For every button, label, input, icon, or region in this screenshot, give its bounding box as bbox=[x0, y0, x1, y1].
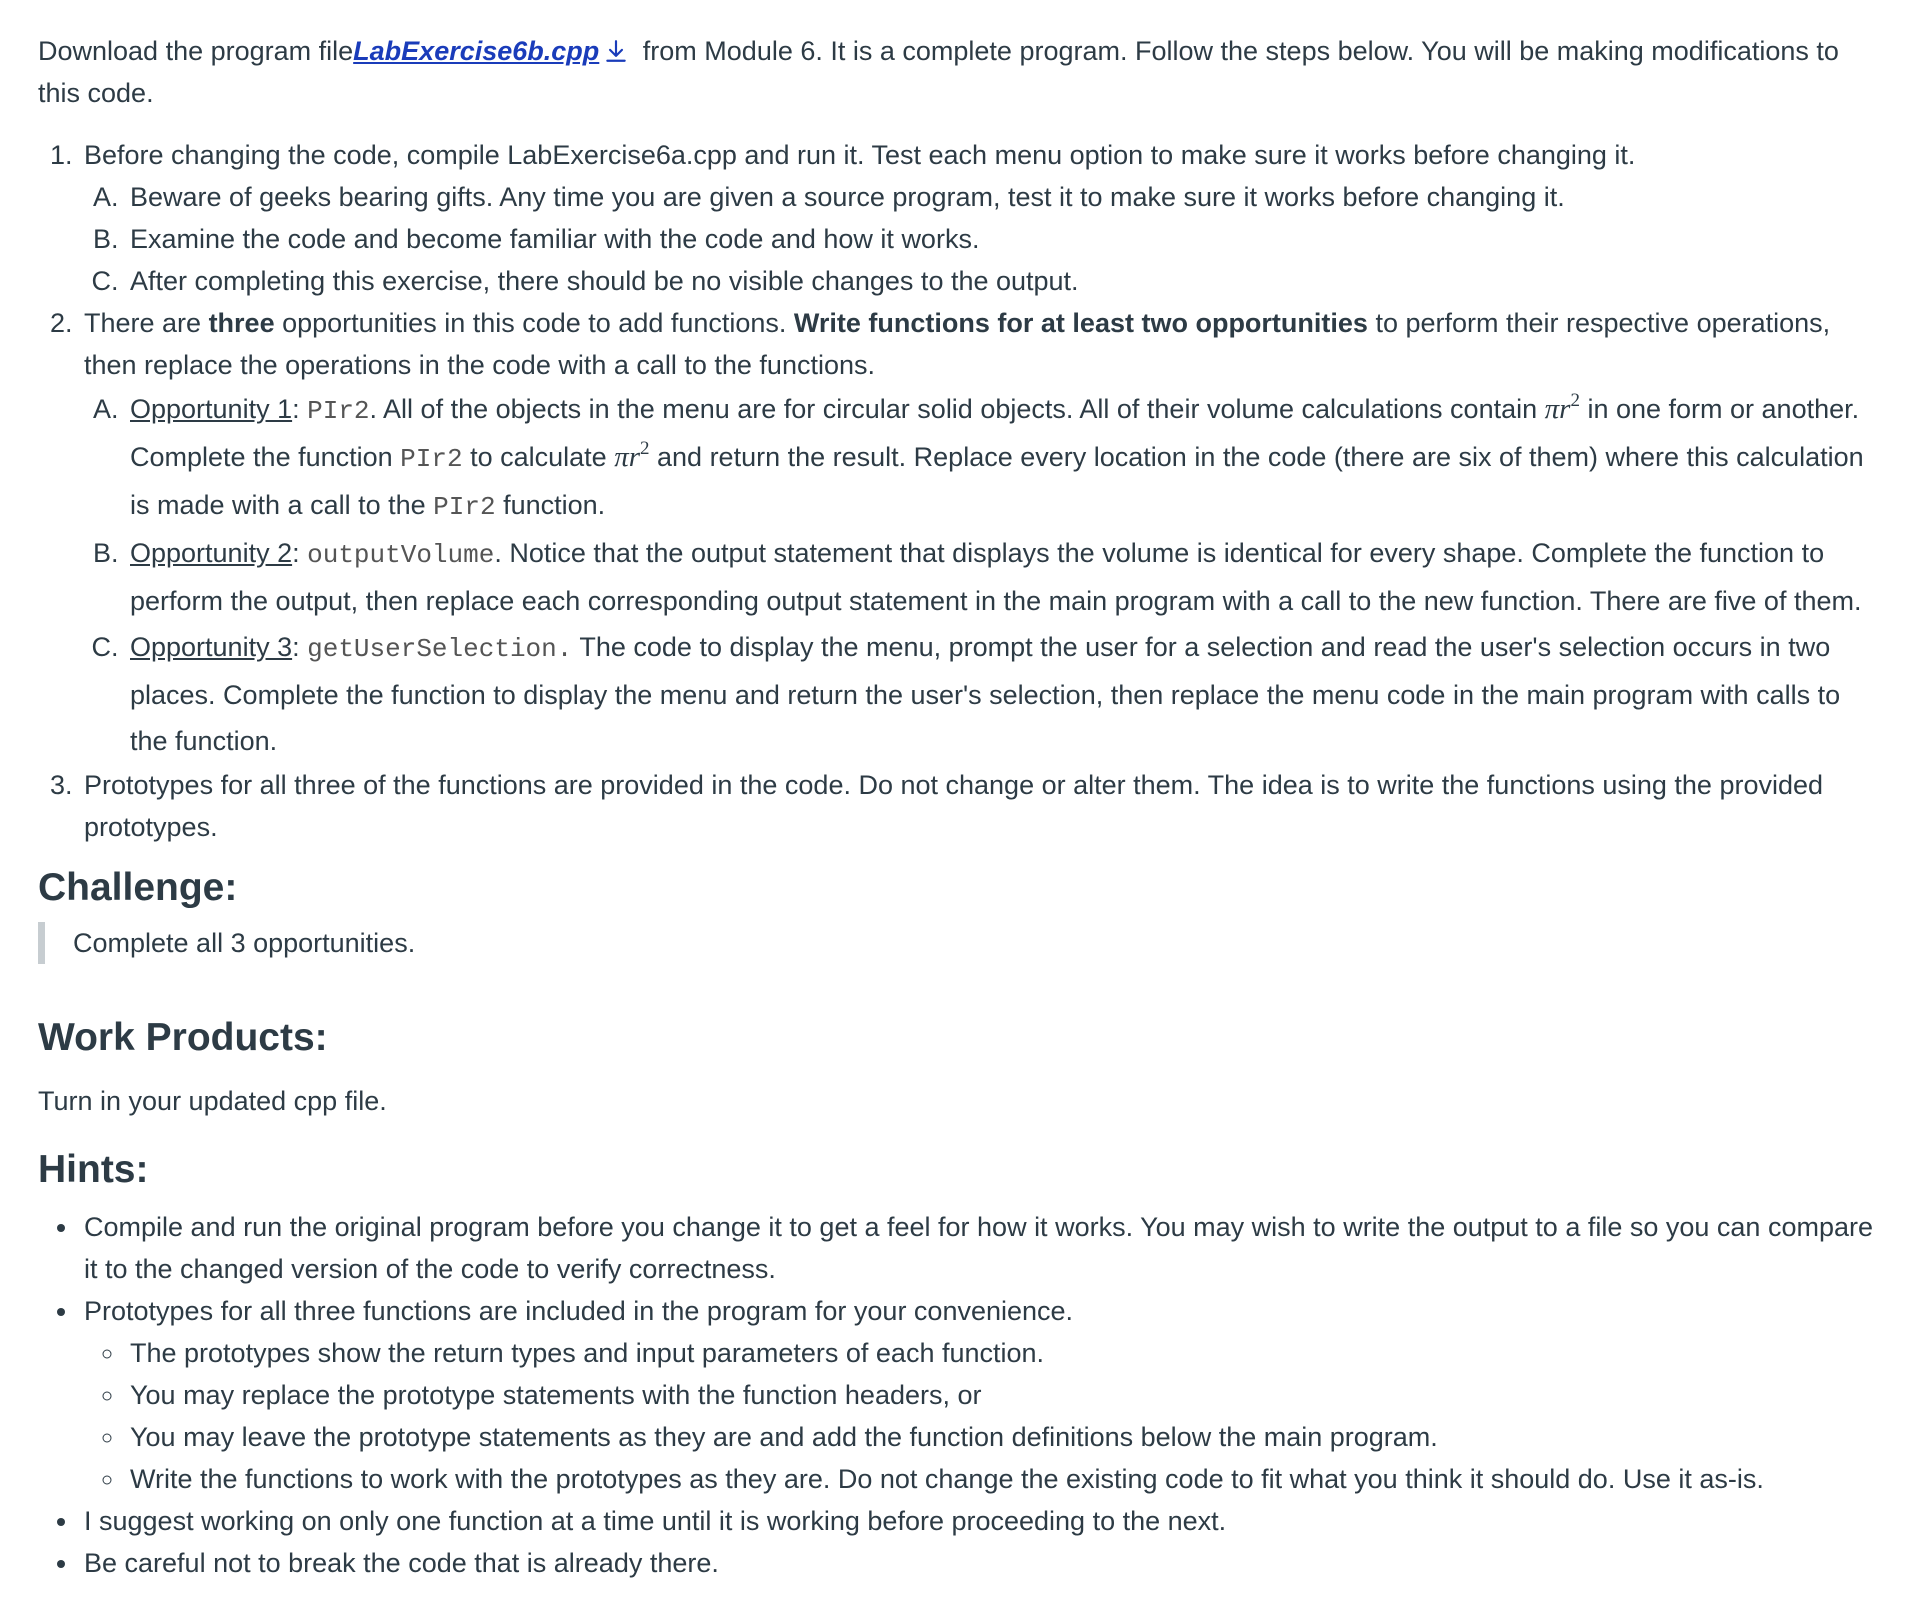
code-outputvolume: outputVolume bbox=[307, 540, 495, 570]
opportunity-3-text: The code to display the menu, prompt the user for a selection and read the user's selection occurs in two places. Complete the function to display the menu and return the user's selection, then replace the menu code in the main program with calls to the function. bbox=[130, 632, 1841, 756]
intro-pre: Download the program file bbox=[38, 36, 354, 66]
work-products-heading: Work Products: bbox=[38, 1016, 328, 1059]
opportunity-2 bbox=[126, 530, 1882, 624]
intro-paragraph bbox=[38, 30, 1882, 114]
colon: : bbox=[292, 538, 308, 568]
step-2 bbox=[80, 302, 1882, 764]
hints-list bbox=[38, 1206, 1882, 1584]
opportunity-2-text: . Notice that the output statement that displays the volume is identical for every shape. Complete the function to perform the output, then replace each corresponding output statement in the main program with a call to the new function. There are five of them. bbox=[130, 538, 1862, 616]
file-download-link[interactable]: LabExercise6b.cpp bbox=[353, 36, 600, 66]
hint-1: • Compile and run the original program before you change it to get a feel for how it works. You may wish to write the output to a file so you can compare it to the changed version of the code to verify correctness. bbox=[80, 1206, 1882, 1290]
opportunity-1-text: function. bbox=[495, 490, 606, 520]
math-exponent: 2 bbox=[640, 438, 650, 459]
step-1 bbox=[80, 134, 1882, 302]
code-pir2: PIr2 bbox=[400, 444, 463, 474]
step-2-bold-three: three bbox=[208, 308, 275, 338]
opportunity-3-label: Opportunity 3 bbox=[130, 632, 293, 662]
step-1-sublist bbox=[84, 176, 1882, 302]
intro-post: from Module 6. It is a complete program. Follow the steps below. You will be making modifications to this code. bbox=[38, 36, 1839, 108]
download-icon[interactable] bbox=[603, 38, 629, 64]
math-base: πr bbox=[1544, 393, 1571, 425]
opportunity-1-text: to calculate bbox=[462, 442, 615, 472]
hint-2-text: Prototypes for all three functions are included in the program for your convenience. bbox=[84, 1296, 1074, 1326]
step-2-text: There are bbox=[84, 308, 209, 338]
code-pir2: PIr2 bbox=[433, 492, 496, 522]
step-2-text: opportunities in this code to add functions. bbox=[274, 308, 794, 338]
pi-r-squared bbox=[614, 438, 650, 473]
step-1-text: Before changing the code, compile LabExercise6a.cpp and run it. Test each menu option to make sure it works before changing it. bbox=[84, 140, 1636, 170]
hint-2-sub-item: ◦ You may leave the prototype statements as they are and add the function definitions below the main program. bbox=[126, 1416, 1882, 1458]
math-exponent: 2 bbox=[1570, 390, 1580, 411]
colon: : bbox=[292, 632, 308, 662]
step-2-text: to perform their respective operations, then replace the operations in the code with a call to the functions. bbox=[84, 308, 1831, 380]
opportunity-1-text: . All of the objects in the menu are for circular solid objects. All of their volume calculations contain bbox=[369, 394, 1545, 424]
hint-4: • Be careful not to break the code that is already there. bbox=[80, 1542, 1882, 1584]
opportunity-1-text: in one form or another. Complete the function bbox=[130, 394, 1860, 472]
code-pir2: PIr2 bbox=[307, 396, 370, 426]
opportunity-1 bbox=[126, 386, 1882, 530]
opportunity-3 bbox=[126, 624, 1882, 764]
code-getuserselection: getUserSelection. bbox=[307, 634, 573, 664]
challenge-quote-text: Complete all 3 opportunities. bbox=[73, 928, 416, 958]
challenge-heading: Challenge: bbox=[38, 866, 238, 909]
step-2-sublist bbox=[84, 386, 1882, 764]
opportunity-1-label: Opportunity 1 bbox=[130, 394, 293, 424]
step-2-bold-write: Write functions for at least two opportunities bbox=[793, 308, 1368, 338]
pi-r-squared bbox=[1544, 390, 1580, 425]
hint-3: • I suggest working on only one function at a time until it is working before proceeding to the next. bbox=[80, 1500, 1882, 1542]
challenge-quote bbox=[38, 922, 1882, 964]
step-1c: C. After completing this exercise, there should be no visible changes to the output. bbox=[126, 260, 1882, 302]
hints-heading: Hints: bbox=[38, 1148, 149, 1191]
opportunity-2-label: Opportunity 2 bbox=[130, 538, 293, 568]
hint-2-sub-item: ◦ Write the functions to work with the prototypes as they are. Do not change the existing code to fit what you think it should do. Use it as-is. bbox=[126, 1458, 1882, 1500]
hint-2 bbox=[80, 1290, 1882, 1500]
step-1a: A. Beware of geeks bearing gifts. Any time you are given a source program, test it to make sure it works before changing it. bbox=[126, 176, 1882, 218]
hint-2-sub-item: ◦ You may replace the prototype statements with the function headers, or bbox=[126, 1374, 1882, 1416]
hint-2-sublist bbox=[84, 1332, 1882, 1500]
work-products-text: Turn in your updated cpp file. bbox=[38, 1086, 387, 1116]
colon: : bbox=[292, 394, 308, 424]
math-base: πr bbox=[614, 441, 641, 473]
steps-list bbox=[38, 134, 1882, 848]
step-1b: B. Examine the code and become familiar with the code and how it works. bbox=[126, 218, 1882, 260]
opportunity-1-text: and return the result. Replace every location in the code (there are six of them) where this calculation is made with a call to the bbox=[130, 442, 1864, 520]
hint-2-sub-item: ◦ The prototypes show the return types and input parameters of each function. bbox=[126, 1332, 1882, 1374]
step-3: 3. Prototypes for all three of the functions are provided in the code. Do not change or alter them. The idea is to write the functions using the provided prototypes. bbox=[80, 764, 1882, 848]
